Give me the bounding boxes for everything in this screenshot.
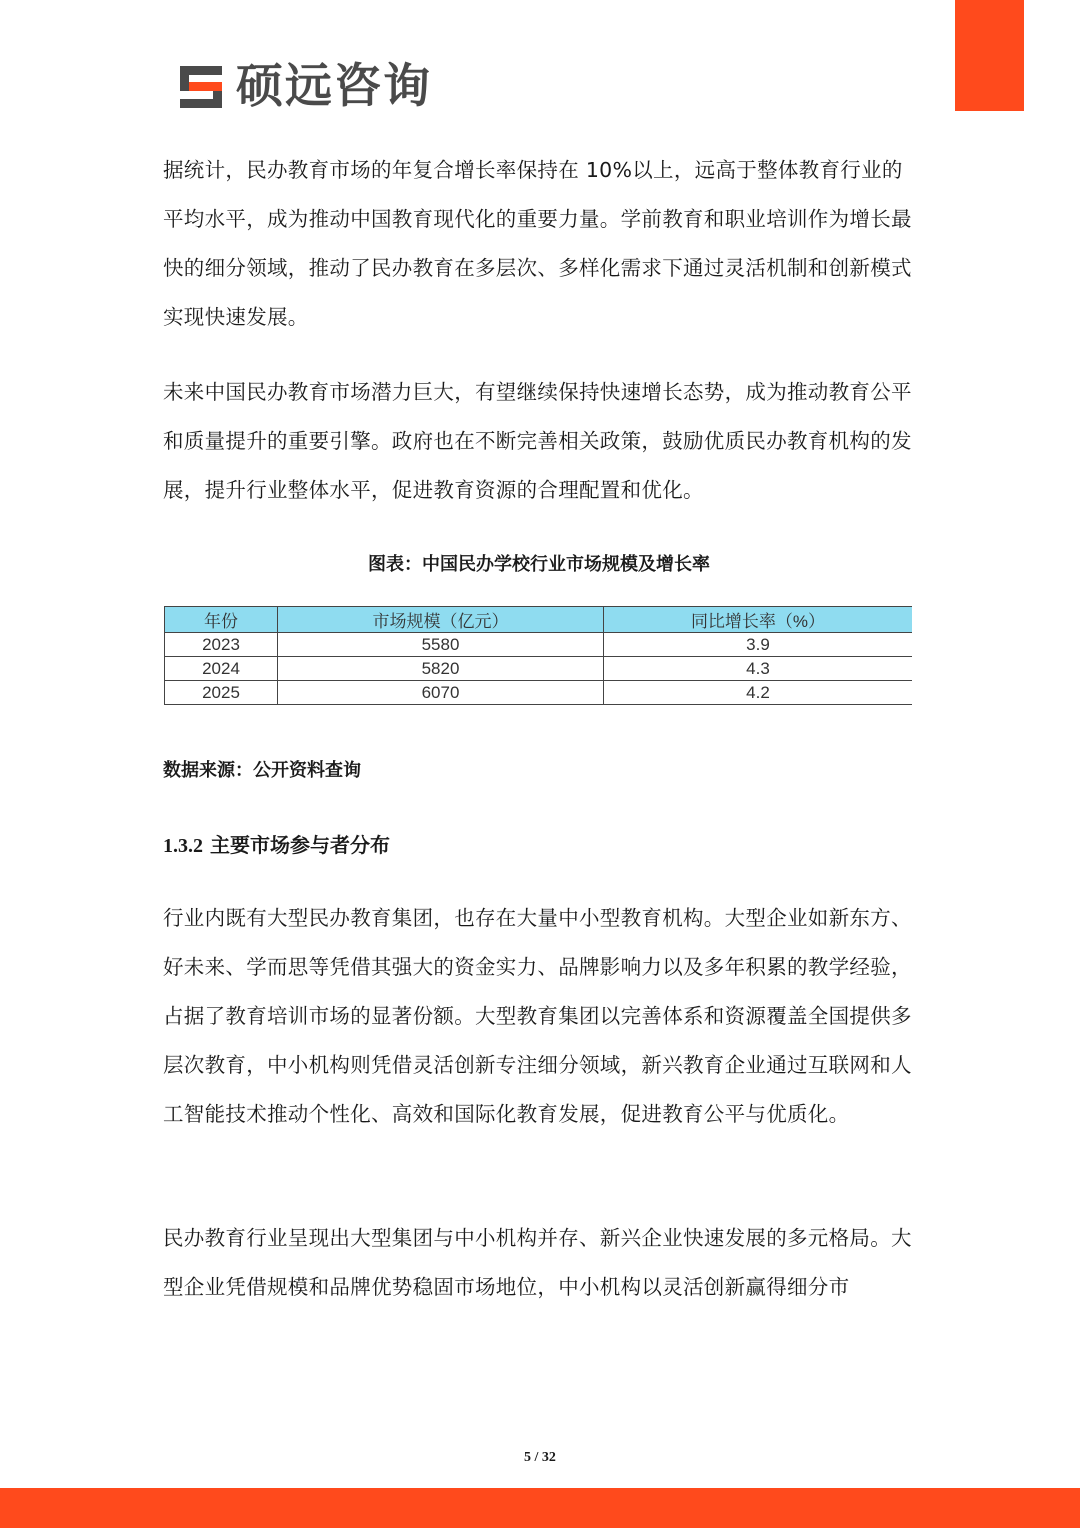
page-number: 5 / 32 (524, 1450, 556, 1465)
market-size-table-wrapper (164, 606, 912, 706)
table-header-row (165, 607, 913, 633)
table-row (165, 681, 913, 705)
top-accent-block (955, 0, 1024, 111)
cell-growth-rate: 4.2 (604, 681, 913, 705)
company-logo (176, 60, 432, 114)
logo-text: 硕远咨询 (236, 59, 432, 114)
cell-year: 2024 (165, 657, 278, 681)
cell-growth-rate: 3.9 (604, 633, 913, 657)
cell-market-size: 6070 (278, 681, 604, 705)
cell-year: 2023 (165, 633, 278, 657)
paragraph-market-players: 行业内既有大型民办教育集团，也存在大量中小型教育机构。大型企业如新东方、好未来、学而思等凭借其强大的资金实力、品牌影响力以及多年积累的教学经验，占据了教育培训市场的显著份额。大型教育集团以完善体系和资源覆盖全国提供多层次教育，中小机构则凭借灵活创新专注细分领域，新兴教育企业通过互联网和人工智能技术推动个性化、高效和国际化教育发展，促进教育公平与优质化。 (163, 906, 912, 1126)
data-source-note: 数据来源：公开资料查询 (163, 760, 361, 781)
table-row (165, 657, 913, 681)
cell-market-size: 5820 (278, 657, 604, 681)
header-market-size: 市场规模（亿元） (278, 607, 604, 633)
header-growth-rate: 同比增长率（%） (604, 607, 913, 633)
section-heading (163, 829, 390, 862)
market-size-table (164, 606, 912, 705)
section-number: 1.3.2 (163, 835, 203, 857)
header-year: 年份 (165, 607, 278, 633)
cell-market-size: 5580 (278, 633, 604, 657)
stacked-s-logo-icon (176, 62, 226, 112)
paragraph-future-outlook: 未来中国民办教育市场潜力巨大，有望继续保持快速增长态势，成为推动教育公平和质量提升的重要引擎。政府也在不断完善相关政策，鼓励优质民办教育机构的发展，提升行业整体水平，促进教育资源的合理配置和优化。 (163, 380, 912, 502)
cell-year: 2025 (165, 681, 278, 705)
table-row (165, 633, 913, 657)
cell-growth-rate: 4.3 (604, 657, 913, 681)
section-title: 主要市场参与者分布 (209, 833, 390, 857)
bottom-accent-bar (0, 1488, 1080, 1528)
paragraph-growth-rate: 据统计，民办教育市场的年复合增长率保持在 10%以上，远高于整体教育行业的平均水平，成为推动中国教育现代化的重要力量。学前教育和职业培训作为增长最快的细分领域，推动了民办教育在多层次、多样化需求下通过灵活机制和创新模式实现快速发展。 (163, 158, 912, 329)
figure-caption: 图表：中国民办学校行业市场规模及增长率 (368, 554, 710, 575)
paragraph-market-landscape: 民办教育行业呈现出大型集团与中小机构并存、新兴企业快速发展的多元格局。大型企业凭借规模和品牌优势稳固市场地位，中小机构以灵活创新赢得细分市 (163, 1226, 912, 1299)
